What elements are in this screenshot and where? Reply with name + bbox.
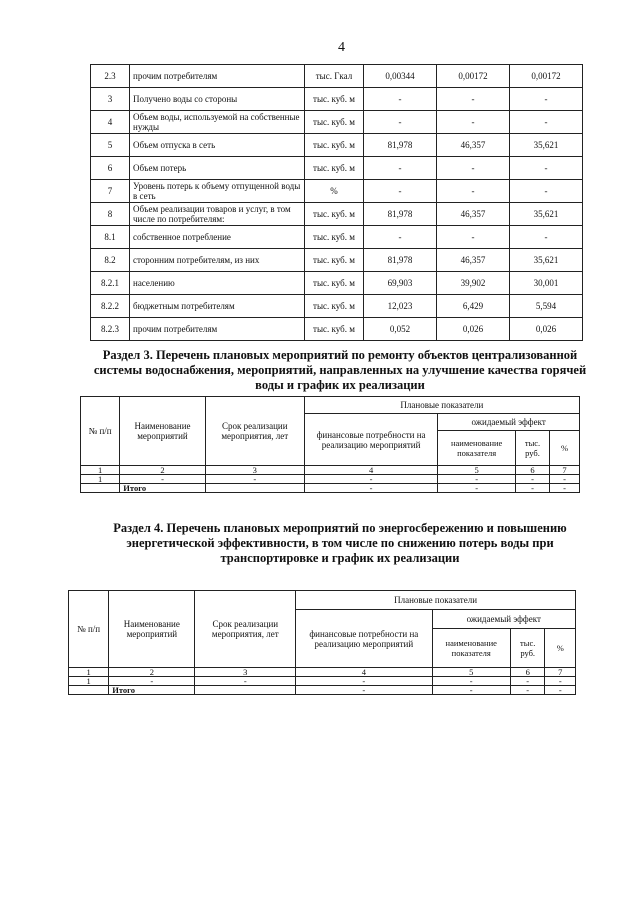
cell-unit: тыс. куб. м bbox=[305, 318, 364, 341]
cell-name: собственное потребление bbox=[130, 226, 305, 249]
cell-num: 8.2.3 bbox=[91, 318, 130, 341]
col-num-3: 3 bbox=[195, 668, 296, 677]
cell-v1: 12,023 bbox=[364, 295, 437, 318]
cell-v3: 0,00172 bbox=[510, 65, 583, 88]
cell-v2: - bbox=[437, 88, 510, 111]
row-eff-name: - bbox=[432, 677, 510, 686]
table-row bbox=[91, 203, 583, 226]
col-num-4: 4 bbox=[304, 466, 438, 475]
col-num-2: 2 bbox=[109, 668, 195, 677]
col-num-7: 7 bbox=[545, 668, 576, 677]
col-num-3: 3 bbox=[205, 466, 304, 475]
header-eff-name: наименование показателя bbox=[438, 431, 516, 466]
table-row bbox=[91, 226, 583, 249]
cell-v3: - bbox=[510, 180, 583, 203]
cell-v1: - bbox=[364, 88, 437, 111]
cell-v2: - bbox=[437, 180, 510, 203]
cell-v3: 35,621 bbox=[510, 134, 583, 157]
section-4-table bbox=[68, 590, 576, 695]
row-term: - bbox=[205, 475, 304, 484]
cell-v1: 69,903 bbox=[364, 272, 437, 295]
cell-name: населению bbox=[130, 272, 305, 295]
cell-v2: 39,902 bbox=[437, 272, 510, 295]
cell-num: 8.2.2 bbox=[91, 295, 130, 318]
row-pct: - bbox=[545, 677, 576, 686]
header-num: № п/п bbox=[69, 591, 109, 668]
cell-name: Объем отпуска в сеть bbox=[130, 134, 305, 157]
cell-name: прочим потребителям bbox=[130, 65, 305, 88]
cell-name: сторонним потребителям, из них bbox=[130, 249, 305, 272]
cell-v3: 30,001 bbox=[510, 272, 583, 295]
cell-unit: тыс. куб. м bbox=[305, 226, 364, 249]
cell-v2: - bbox=[437, 226, 510, 249]
header-term: Срок реализации мероприятия, лет bbox=[205, 397, 304, 466]
cell-num: 2.3 bbox=[91, 65, 130, 88]
table-row bbox=[91, 88, 583, 111]
header-rub: тыс. руб. bbox=[510, 629, 545, 668]
header-finance: финансовые потребности на реализацию мероприятий bbox=[304, 414, 438, 466]
cell-v3: - bbox=[510, 111, 583, 134]
cell-unit: тыс. куб. м bbox=[305, 157, 364, 180]
row-finance: - bbox=[296, 677, 432, 686]
col-num-6: 6 bbox=[515, 466, 549, 475]
header-rub: тыс. руб. bbox=[515, 431, 549, 466]
table-row bbox=[91, 111, 583, 134]
total-pct: - bbox=[545, 686, 576, 695]
row-rub: - bbox=[510, 677, 545, 686]
total-label: Итого bbox=[120, 484, 205, 493]
balance-table bbox=[90, 64, 583, 341]
header-finance: финансовые потребности на реализацию мероприятий bbox=[296, 610, 432, 668]
total-rub: - bbox=[510, 686, 545, 695]
table-row bbox=[91, 272, 583, 295]
table-row bbox=[91, 157, 583, 180]
cell-num: 8 bbox=[91, 203, 130, 226]
cell-unit: тыс. Гкал bbox=[305, 65, 364, 88]
cell-num: 6 bbox=[91, 157, 130, 180]
cell-v3: - bbox=[510, 226, 583, 249]
cell-num: 5 bbox=[91, 134, 130, 157]
cell-v2: 6,429 bbox=[437, 295, 510, 318]
cell-v1: - bbox=[364, 226, 437, 249]
cell-num: 7 bbox=[91, 180, 130, 203]
section-3-table bbox=[80, 396, 580, 493]
cell-unit: тыс. куб. м bbox=[305, 134, 364, 157]
section-3-title: Раздел 3. Перечень плановых мероприятий по ремонту объектов централизованной системы водоснабжения, мероприятий, направленных на улучшение качества горячей воды и график их реализации bbox=[93, 348, 587, 392]
section-4-title: Раздел 4. Перечень плановых мероприятий по энергосбережению и повышению энергетической эффективности, в том числе по снижению потерь воды при транспортировке и график их реализации bbox=[113, 521, 567, 565]
cell-v2: - bbox=[437, 157, 510, 180]
cell-num: 8.2.1 bbox=[91, 272, 130, 295]
total-label: Итого bbox=[109, 686, 195, 695]
cell-unit: тыс. куб. м bbox=[305, 249, 364, 272]
header-term: Срок реализации мероприятия, лет bbox=[195, 591, 296, 668]
table-row bbox=[91, 249, 583, 272]
cell-name: Уровень потерь к объему отпущенной воды в сеть bbox=[130, 180, 305, 203]
cell-v3: 5,594 bbox=[510, 295, 583, 318]
header-pct: % bbox=[545, 629, 576, 668]
cell-v2: 46,357 bbox=[437, 203, 510, 226]
header-num: № п/п bbox=[81, 397, 120, 466]
table-row bbox=[91, 65, 583, 88]
col-num-6: 6 bbox=[510, 668, 545, 677]
cell-num: 8.1 bbox=[91, 226, 130, 249]
cell-v3: 35,621 bbox=[510, 203, 583, 226]
table-row bbox=[91, 295, 583, 318]
row-rub: - bbox=[515, 475, 549, 484]
cell-v1: 81,978 bbox=[364, 203, 437, 226]
col-num-1: 1 bbox=[69, 668, 109, 677]
row-finance: - bbox=[304, 475, 438, 484]
cell-v1: - bbox=[364, 157, 437, 180]
cell-num: 8.2 bbox=[91, 249, 130, 272]
cell-v1: 0,052 bbox=[364, 318, 437, 341]
cell-unit: тыс. куб. м bbox=[305, 295, 364, 318]
cell-v2: 0,00172 bbox=[437, 65, 510, 88]
cell-v1: - bbox=[364, 111, 437, 134]
cell-v2: 46,357 bbox=[437, 134, 510, 157]
header-planned: Плановые показатели bbox=[296, 591, 576, 610]
row-num: 1 bbox=[69, 677, 109, 686]
cell-name: Объем потерь bbox=[130, 157, 305, 180]
row-pct: - bbox=[550, 475, 580, 484]
table-row bbox=[91, 134, 583, 157]
cell-name: Объем воды, используемой на собственные нужды bbox=[130, 111, 305, 134]
header-planned: Плановые показатели bbox=[304, 397, 579, 414]
cell-v2: - bbox=[437, 111, 510, 134]
total-rub: - bbox=[515, 484, 549, 493]
total-eff-name: - bbox=[438, 484, 516, 493]
cell-num: 4 bbox=[91, 111, 130, 134]
header-effect: ожидаемый эффект bbox=[438, 414, 580, 431]
cell-v1: - bbox=[364, 180, 437, 203]
row-num: 1 bbox=[81, 475, 120, 484]
row-name: - bbox=[109, 677, 195, 686]
cell-unit: % bbox=[305, 180, 364, 203]
cell-v2: 0,026 bbox=[437, 318, 510, 341]
cell-unit: тыс. куб. м bbox=[305, 111, 364, 134]
header-pct: % bbox=[550, 431, 580, 466]
cell-name: Получено воды со стороны bbox=[130, 88, 305, 111]
cell-v3: - bbox=[510, 157, 583, 180]
cell-v3: 0,026 bbox=[510, 318, 583, 341]
col-num-5: 5 bbox=[432, 668, 510, 677]
col-num-1: 1 bbox=[81, 466, 120, 475]
header-effect: ожидаемый эффект bbox=[432, 610, 575, 629]
cell-v3: - bbox=[510, 88, 583, 111]
cell-name: Объем реализации товаров и услуг, в том числе по потребителям: bbox=[130, 203, 305, 226]
row-term: - bbox=[195, 677, 296, 686]
total-pct: - bbox=[550, 484, 580, 493]
table-row bbox=[91, 180, 583, 203]
col-num-7: 7 bbox=[550, 466, 580, 475]
col-num-5: 5 bbox=[438, 466, 516, 475]
cell-v1: 81,978 bbox=[364, 249, 437, 272]
cell-unit: тыс. куб. м bbox=[305, 203, 364, 226]
header-name: Наименование мероприятий bbox=[120, 397, 205, 466]
total-finance: - bbox=[296, 686, 432, 695]
table-row bbox=[91, 318, 583, 341]
cell-unit: тыс. куб. м bbox=[305, 88, 364, 111]
cell-v2: 46,357 bbox=[437, 249, 510, 272]
header-eff-name: наименование показателя bbox=[432, 629, 510, 668]
col-num-4: 4 bbox=[296, 668, 432, 677]
cell-num: 3 bbox=[91, 88, 130, 111]
cell-name: прочим потребителям bbox=[130, 318, 305, 341]
row-eff-name: - bbox=[438, 475, 516, 484]
total-eff-name: - bbox=[432, 686, 510, 695]
total-finance: - bbox=[304, 484, 438, 493]
header-name: Наименование мероприятий bbox=[109, 591, 195, 668]
cell-name: бюджетным потребителям bbox=[130, 295, 305, 318]
col-num-2: 2 bbox=[120, 466, 205, 475]
cell-v3: 35,621 bbox=[510, 249, 583, 272]
cell-v1: 0,00344 bbox=[364, 65, 437, 88]
page-number: 4 bbox=[338, 40, 345, 55]
row-name: - bbox=[120, 475, 205, 484]
cell-v1: 81,978 bbox=[364, 134, 437, 157]
cell-unit: тыс. куб. м bbox=[305, 272, 364, 295]
